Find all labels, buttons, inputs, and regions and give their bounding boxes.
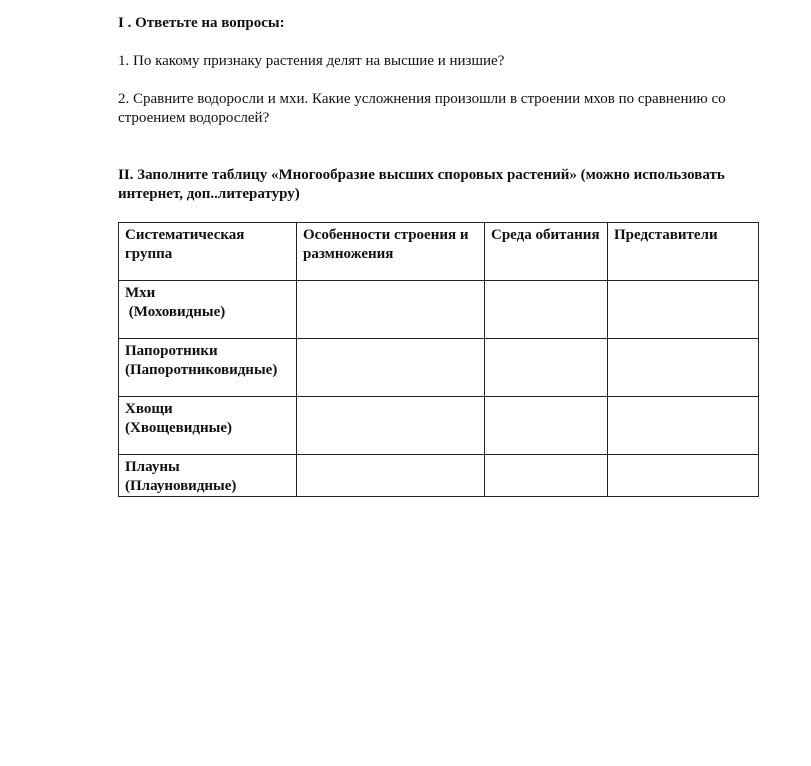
structure-cell[interactable]	[297, 455, 485, 497]
group-subname: (Хвощевидные)	[125, 420, 232, 436]
section-2-heading: II. Заполните таблицу «Многообразие высших споровых растений» (можно использовать интернет, доп..литературу)	[118, 167, 725, 202]
table-row	[119, 281, 759, 339]
group-cell	[119, 281, 297, 339]
section-1-heading: I . Ответьте на вопросы:	[118, 15, 285, 31]
table-header-row	[119, 223, 759, 281]
table-row	[119, 339, 759, 397]
question-1: 1. По какому признаку растения делят на высшие и низшие?	[118, 53, 505, 69]
group-cell	[119, 455, 297, 497]
structure-cell[interactable]	[297, 339, 485, 397]
habitat-cell[interactable]	[485, 397, 608, 455]
habitat-cell[interactable]	[485, 281, 608, 339]
group-subname: (Плауновидные)	[125, 478, 237, 494]
representatives-cell[interactable]	[608, 455, 759, 497]
group-name: Папоротники	[125, 343, 218, 359]
representatives-cell[interactable]	[608, 397, 759, 455]
group-cell	[119, 397, 297, 455]
representatives-cell[interactable]	[608, 339, 759, 397]
habitat-cell[interactable]	[485, 455, 608, 497]
structure-cell[interactable]	[297, 397, 485, 455]
table-row	[119, 397, 759, 455]
spore-plants-table	[118, 222, 759, 497]
group-cell	[119, 339, 297, 397]
group-name: Хвощи	[125, 401, 173, 417]
group-name: Плауны	[125, 459, 180, 475]
header-representatives: Представители	[608, 223, 759, 281]
representatives-cell[interactable]	[608, 281, 759, 339]
header-systematic-group: Систематическая группа	[119, 223, 297, 281]
habitat-cell[interactable]	[485, 339, 608, 397]
question-2: 2. Сравните водоросли и мхи. Какие усложнения произошли в строении мхов по сравнению со строением водорослей?	[118, 91, 726, 126]
group-name: Мхи	[125, 285, 156, 301]
table-row	[119, 455, 759, 497]
structure-cell[interactable]	[297, 281, 485, 339]
group-subname: (Моховидные)	[125, 304, 226, 320]
group-subname: (Папоротниковидные)	[125, 362, 278, 378]
header-structure: Особенности строения и размножения	[297, 223, 485, 281]
header-habitat: Среда обитания	[485, 223, 608, 281]
